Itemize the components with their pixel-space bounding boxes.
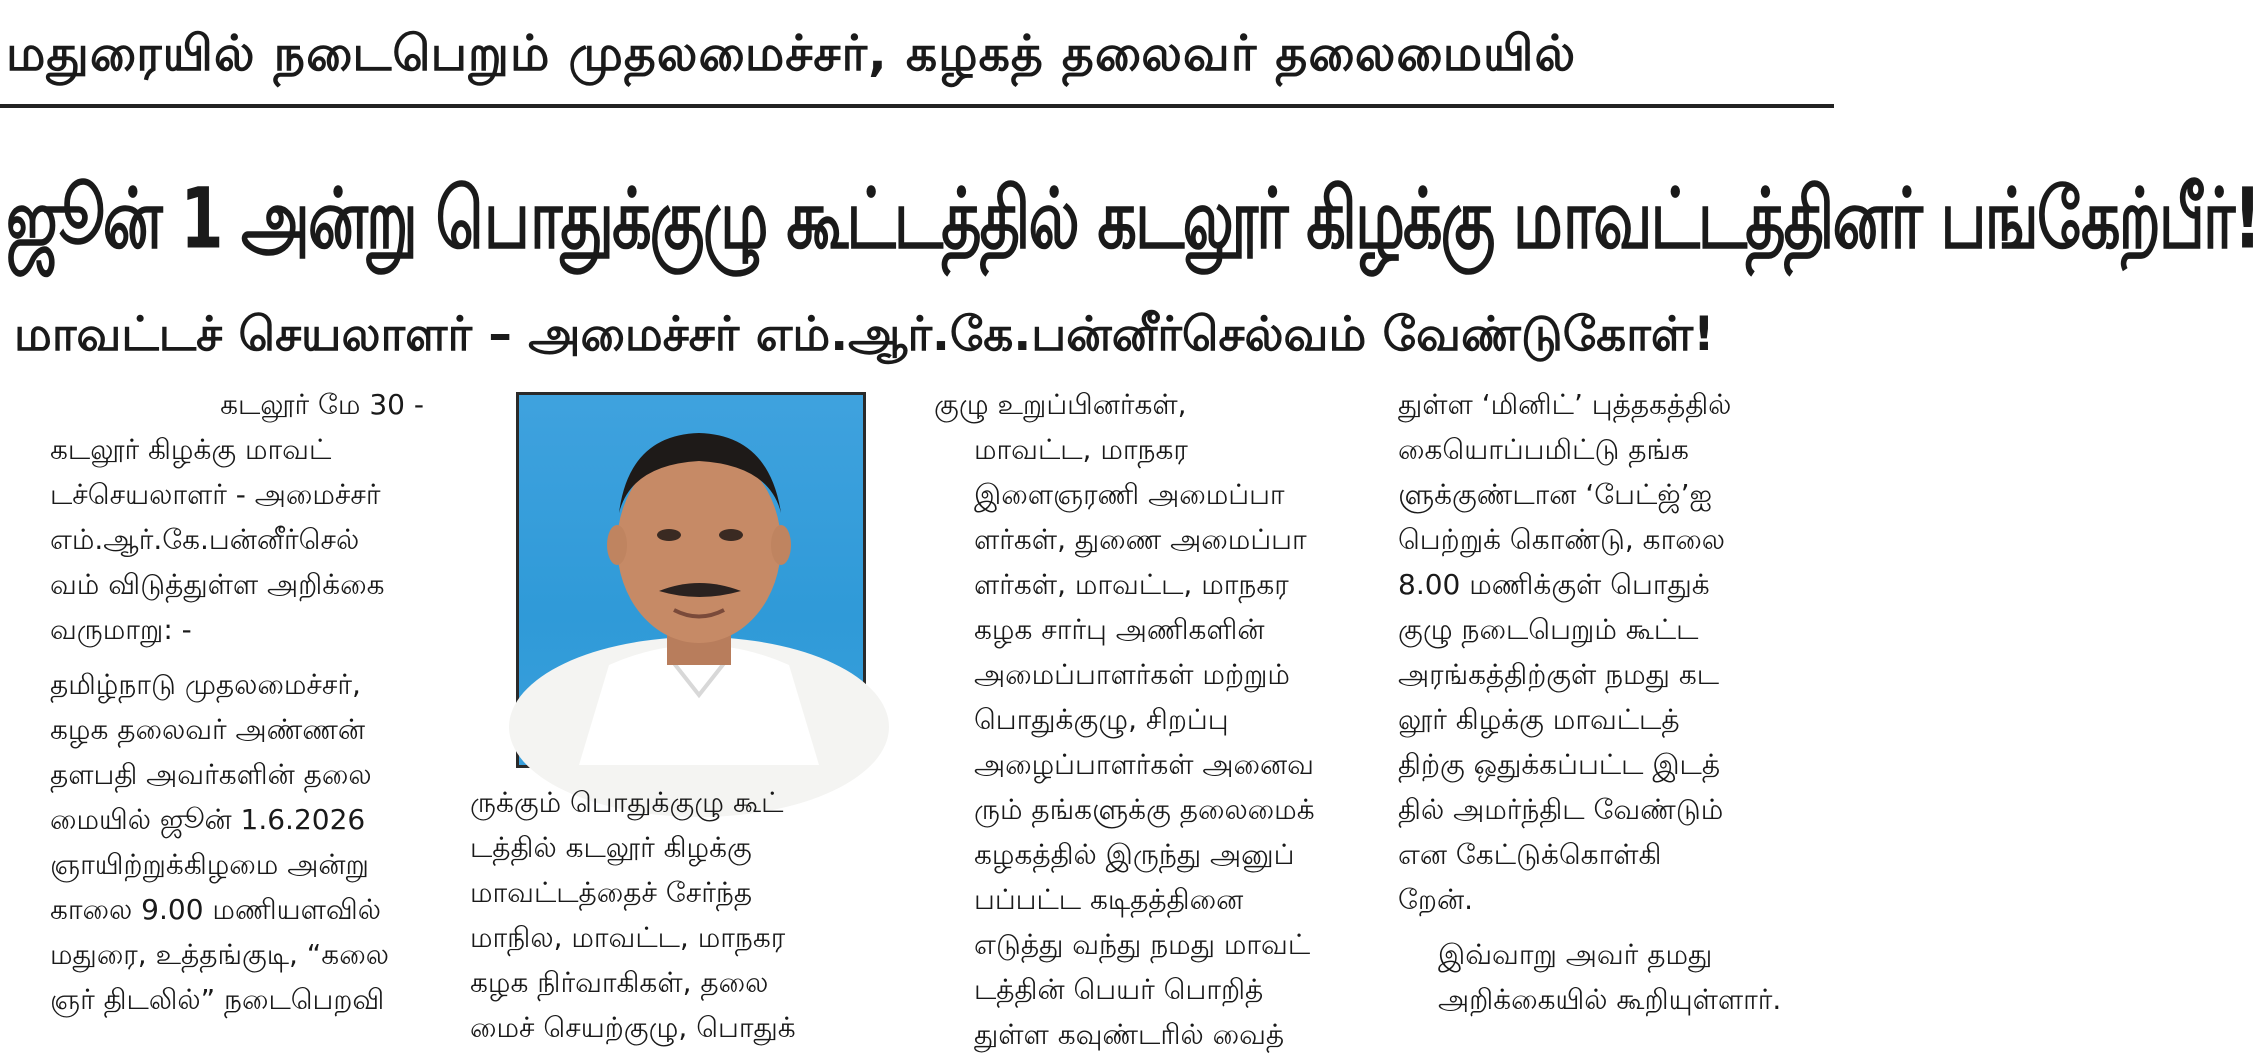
line: என கேட்டுக்கொள்கி bbox=[1398, 838, 1662, 871]
portrait-illustration bbox=[519, 395, 863, 765]
kicker-headline: மதுரையில் நடைபெறும் முதலமைச்சர், கழகத் தலைவர் தலைமையில் bbox=[6, 25, 1577, 82]
line: மாவட்டத்தைச் சேர்ந்த bbox=[470, 876, 753, 909]
line: இளைஞரணி அமைப்பா bbox=[974, 478, 1285, 511]
line: கடலூர் கிழக்கு மாவட் bbox=[50, 433, 332, 466]
line: மைச் செயற்குழு, பொதுக் bbox=[470, 1011, 796, 1044]
line: லூர் கிழக்கு மாவட்டத் bbox=[1398, 703, 1680, 736]
line: 8.00 மணிக்குள் பொதுக் bbox=[1398, 568, 1710, 601]
line: ளர்கள், துணை அமைப்பா bbox=[974, 523, 1307, 556]
line: அரங்கத்திற்குள் நமது கட bbox=[1398, 658, 1720, 691]
line: அழைப்பாளர்கள் அனைவ bbox=[974, 748, 1314, 781]
paragraph bbox=[934, 427, 1366, 1057]
article-column-4 bbox=[1398, 382, 1830, 1022]
line: மாவட்ட, மாநகர bbox=[974, 433, 1188, 466]
line: தமிழ்நாடு முதலமைச்சர், bbox=[50, 668, 361, 701]
paragraph-2 bbox=[10, 662, 438, 1022]
paragraph bbox=[1398, 382, 1830, 922]
paragraph bbox=[470, 780, 902, 1050]
line: டத்தின் பெயர் பொறித் bbox=[974, 973, 1264, 1006]
line: மாநில, மாவட்ட, மாநகர bbox=[470, 921, 786, 954]
line: டத்தில் கடலூர் கிழக்கு bbox=[470, 831, 752, 864]
line: கழக தலைவர் அண்ணன் bbox=[50, 713, 366, 746]
article-column-2 bbox=[470, 780, 902, 1050]
line: தில் அமர்ந்திட வேண்டும் bbox=[1398, 793, 1724, 826]
line: கையொப்பமிட்டு தங்க bbox=[1398, 433, 1689, 466]
line: அமைப்பாளர்கள் மற்றும் bbox=[974, 658, 1290, 691]
line: எடுத்து வந்து நமது மாவட் bbox=[974, 928, 1311, 961]
paragraph bbox=[934, 382, 1366, 427]
line: ருக்கும் பொதுக்குழு கூட் bbox=[470, 786, 784, 819]
line: இவ்வாறு அவர் தமது bbox=[1438, 938, 1713, 971]
line: எம்.ஆர்.கே.பன்னீர்செல் bbox=[50, 523, 360, 556]
article-column-3 bbox=[934, 382, 1366, 1057]
line: துள்ள கவுண்டரில் வைத் bbox=[974, 1018, 1285, 1051]
line: றேன். bbox=[1398, 883, 1473, 916]
main-headline: ஜூன் 1 அன்று பொதுக்குழு கூட்டத்தில் கடலூர் கிழக்கு மாவட்டத்தினர் பங்கேற்பீர்! bbox=[6, 169, 2260, 268]
minister-photo bbox=[516, 392, 866, 768]
line: வருமாறு: - bbox=[50, 613, 192, 646]
line: கழக நிர்வாகிகள், தலை bbox=[470, 966, 769, 999]
line: பெற்றுக் கொண்டு, காலை bbox=[1398, 523, 1725, 556]
line: டச்செயலாளர் - அமைச்சர் bbox=[50, 478, 381, 511]
paragraph bbox=[1398, 932, 1830, 1022]
article-column-1 bbox=[10, 382, 438, 1022]
line: மதுரை, உத்தங்குடி, “கலை bbox=[50, 938, 389, 971]
line: திற்கு ஒதுக்கப்பட்ட இடத் bbox=[1398, 748, 1721, 781]
line: துள்ள ‘மினிட்’ புத்தகத்தில் bbox=[1398, 388, 1732, 421]
line: பொதுக்குழு, சிறப்பு bbox=[974, 703, 1229, 736]
line: கழக சார்பு அணிகளின் bbox=[974, 613, 1265, 646]
line: ரும் தங்களுக்கு தலைமைக் bbox=[974, 793, 1315, 826]
line: தளபதி அவர்களின் தலை bbox=[50, 758, 372, 791]
line: காலை 9.00 மணியளவில் bbox=[50, 893, 381, 926]
sub-headline: மாவட்டச் செயலாளர் – அமைச்சர் எம்.ஆர்.கே.பன்னீர்செல்வம் வேண்டுகோள்! bbox=[14, 307, 1715, 362]
line: ளுக்குண்டான ‘பேட்ஜ்’ஐ bbox=[1398, 478, 1712, 511]
line: அறிக்கையில் கூறியுள்ளார். bbox=[1438, 983, 1782, 1016]
line: கழகத்தில் இருந்து அனுப் bbox=[974, 838, 1295, 871]
divider-rule bbox=[0, 104, 1834, 108]
line: ஞாயிற்றுக்கிழமை அன்று bbox=[50, 848, 369, 881]
line: குழு நடைபெறும் கூட்ட bbox=[1398, 613, 1699, 646]
line: ளர்கள், மாவட்ட, மாநகர bbox=[974, 568, 1289, 601]
line: பப்பட்ட கடிதத்தினை bbox=[974, 883, 1244, 916]
paragraph-1 bbox=[10, 427, 438, 652]
line: வம் விடுத்துள்ள அறிக்கை bbox=[50, 568, 385, 601]
dateline: கடலூர் மே 30 - bbox=[220, 388, 424, 421]
line: மையில் ஜூன் 1.6.2026 bbox=[50, 803, 366, 836]
line: குழு உறுப்பினர்கள், bbox=[934, 388, 1187, 421]
line: ஞர் திடலில்” நடைபெறவி bbox=[50, 983, 385, 1016]
